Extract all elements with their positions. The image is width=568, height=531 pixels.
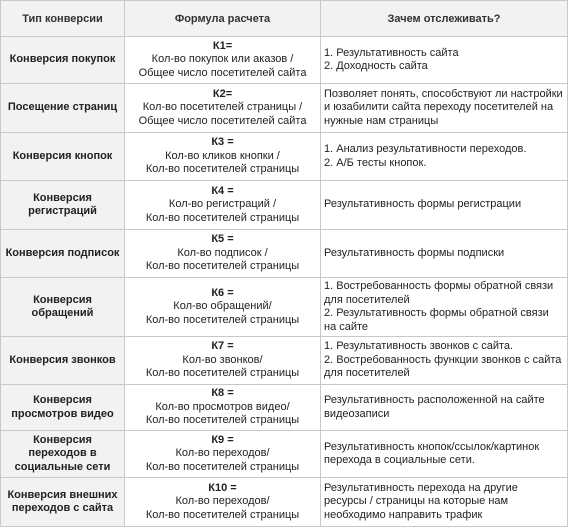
header-why: Зачем отслеживать? xyxy=(321,1,568,37)
table-row xyxy=(1,385,568,431)
table-row xyxy=(1,37,568,84)
formula-cell xyxy=(125,230,321,278)
formula-cell xyxy=(125,181,321,230)
conversion-type: Конверсия обращений xyxy=(1,278,125,337)
conversion-type: Конверсия переходов в социальные сети xyxy=(1,431,125,478)
formula-text: Кол-во звонков/ Кол-во посетителей страницы xyxy=(145,353,300,380)
formula-text: Кол-во подписок / Кол-во посетителей страницы xyxy=(145,246,300,273)
conversion-type: Конверсия кнопок xyxy=(1,133,125,181)
formula-key: К10 = xyxy=(208,481,237,494)
table-row xyxy=(1,133,568,181)
formula-key: К4 = xyxy=(211,184,234,197)
header-formula: Формула расчета xyxy=(125,1,321,37)
formula-cell xyxy=(125,478,321,527)
formula-key: К5 = xyxy=(211,233,234,246)
formula-text: Кол-во переходов/ Кол-во посетителей страницы xyxy=(145,447,300,473)
reason-text: Результативность формы подписки xyxy=(321,230,568,278)
formula-text: Кол-во покупок или аказов / Общее число посетителей сайта xyxy=(138,53,307,79)
conversion-type: Конверсия подписок xyxy=(1,230,125,278)
formula-cell xyxy=(125,431,321,478)
formula-cell xyxy=(125,385,321,431)
formula-cell xyxy=(125,84,321,133)
formula-key: К7 = xyxy=(211,340,234,353)
table-row xyxy=(1,278,568,337)
table-row xyxy=(1,431,568,478)
conversion-type: Конверсия регистраций xyxy=(1,181,125,230)
conversion-type: Конверсия внешних переходов с сайта xyxy=(1,478,125,527)
conversion-type: Конверсия просмотров видео xyxy=(1,385,125,431)
conversion-type: Конверсия звонков xyxy=(1,337,125,385)
reason-text: 1. Результативность сайта 2. Доходность сайта xyxy=(321,37,568,84)
header-type: Тип конверсии xyxy=(1,1,125,37)
formula-text: Кол-во посетителей страницы / Общее число посетителей сайта xyxy=(138,101,307,127)
formula-text: Кол-во обращений/ Кол-во посетителей страницы xyxy=(145,300,300,326)
reason-text: 1. Востребованность формы обратной связи для посетителей 2. Результативность формы обратной связи на сайте xyxy=(321,278,568,337)
formula-text: Кол-во кликов кнопки / Кол-во посетителей страницы xyxy=(145,149,300,176)
table-row xyxy=(1,230,568,278)
formula-cell xyxy=(125,37,321,84)
reason-text: 1. Результативность звонков с сайта. 2. Востребованность функции звонков с сайта для посетителей xyxy=(321,337,568,385)
conversion-type: Конверсия покупок xyxy=(1,37,125,84)
header-row xyxy=(1,1,568,37)
table-row xyxy=(1,84,568,133)
formula-cell xyxy=(125,133,321,181)
table-row xyxy=(1,478,568,527)
table-row xyxy=(1,181,568,230)
formula-key: К8 = xyxy=(211,387,234,400)
formula-key: К1= xyxy=(212,39,233,52)
reason-text: Результативность кнопок/ссылок/картинок перехода в социальные сети. xyxy=(321,431,568,478)
formula-text: Кол-во просмотров видео/ Кол-во посетителей страницы xyxy=(145,400,300,427)
formula-text: Кол-во переходов/ Кол-во посетителей страницы xyxy=(145,495,300,521)
formula-cell xyxy=(125,278,321,337)
formula-key: К6 = xyxy=(211,286,234,299)
formula-key: К2= xyxy=(212,87,233,100)
formula-key: К3 = xyxy=(211,136,234,149)
reason-text: Результативность расположенной на сайте видеозаписи xyxy=(321,385,568,431)
conversion-type: Посещение страниц xyxy=(1,84,125,133)
reason-text: Результативность формы регистрации xyxy=(321,181,568,230)
formula-text: Кол-во регистраций / Кол-во посетителей страницы xyxy=(145,198,300,224)
reason-text: 1. Анализ результативности переходов. 2. А/Б тесты кнопок. xyxy=(321,133,568,181)
reason-text: Результативность перехода на другие ресурсы / страницы на которые нам необходимо направить трафик xyxy=(321,478,568,527)
formula-cell xyxy=(125,337,321,385)
formula-key: К9 = xyxy=(211,433,234,446)
table-row xyxy=(1,337,568,385)
reason-text: Позволяет понять, способствуют ли настройки и юзабилити сайта переходу посетителей на нужные нам страницы xyxy=(321,84,568,133)
